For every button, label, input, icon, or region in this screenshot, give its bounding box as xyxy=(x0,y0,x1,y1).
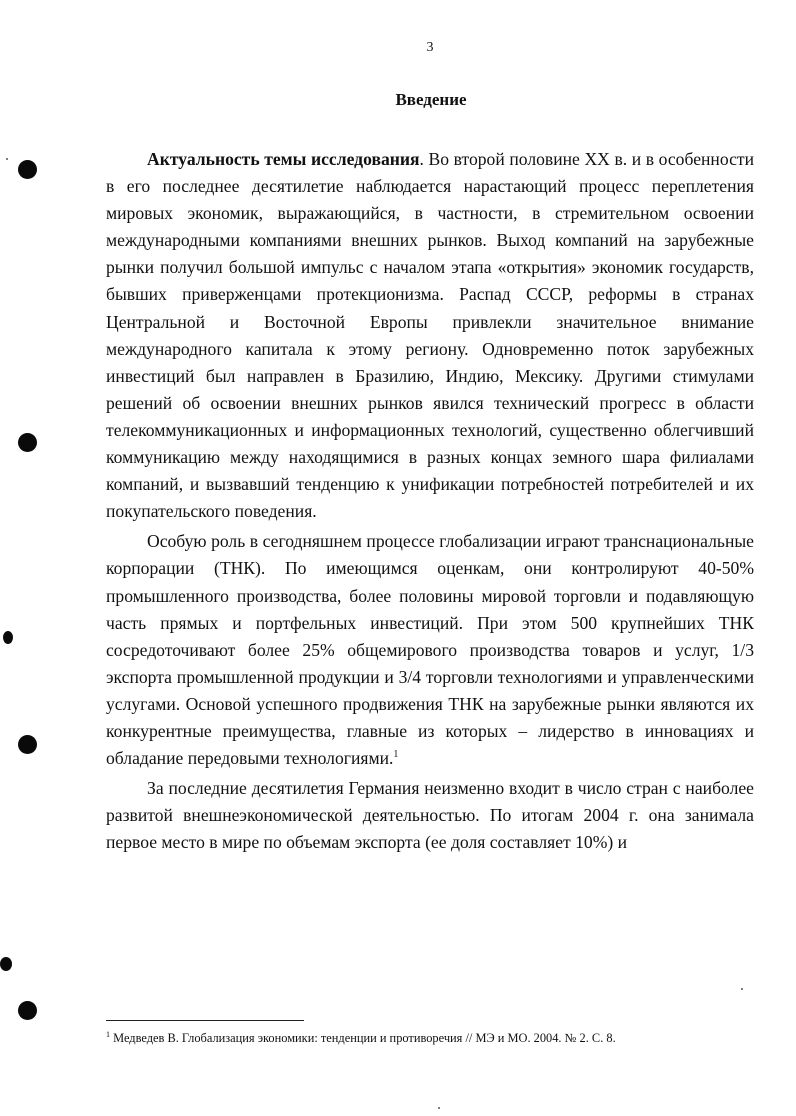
binder-hole xyxy=(3,631,13,644)
binder-hole xyxy=(18,160,37,179)
paragraph xyxy=(106,775,754,856)
binder-hole xyxy=(0,957,12,971)
paragraph-text: . Во второй половине XX в. и в особенности в его последнее десятилетие наблюдается нарастающий процесс переплетения мировых экономик, выражающийся, в частности, в стремительном освоении международными компаниями внешних рынков. Выход компаний на зарубежные рынки получил большой импульс с началом этапа «открытия» экономик государств, бывших приверженцами протекционизма. Распад СССР, реформы в странах Центральной и Восточной Европы привлекли значительное внимание международного капитала к этому региону. Одновременно поток зарубежных инвестиций был направлен в Бразилию, Индию, Мексику. Другими стимулами решений об освоении внешних рынков явился технический прогресс в области телекоммуникационных и информационных технологий, существенно облегчивший коммуникацию между находящимися в разных концах земного шара филиалами компаний, и вызвавший тенденцию к унификации потребностей потребителей и их покупательского поведения. xyxy=(106,149,754,522)
paragraph-lead: Актуальность темы исследования xyxy=(147,149,420,169)
scan-speck xyxy=(438,1107,440,1109)
binder-hole xyxy=(18,433,37,452)
paragraph-text: За последние десятилетия Германия неизменно входит в число стран с наиболее развитой внешнеэкономической деятельностью. По итогам 2004 г. она занимала первое место в мире по объемам экспорта (ее доля составляет 10%) и xyxy=(106,778,754,853)
scan-speck xyxy=(6,158,8,160)
binder-hole xyxy=(18,735,37,754)
footnote-divider xyxy=(106,1020,304,1021)
scan-speck xyxy=(741,988,743,990)
footnote-marker: 1 xyxy=(106,1030,110,1039)
paragraph xyxy=(106,146,754,525)
page-title: Введение xyxy=(395,90,467,109)
page-number: 3 xyxy=(426,40,434,55)
binder-hole xyxy=(18,1001,37,1020)
footnote-reference: 1 xyxy=(393,749,399,761)
footnote xyxy=(106,1027,754,1046)
body-text xyxy=(106,146,754,856)
paragraph-text: Особую роль в сегодняшнем процессе глобализации играют транснациональные корпорации (ТНК). По имеющимся оценкам, они контролируют 40-50% промышленного производства, более половины мировой торговли и подавляющую часть прямых и портфельных инвестиций. При этом 500 крупнейших ТНК сосредоточивают более 25% общемирового производства товаров и услуг, 1/3 экспорта промышленной продукции и 3/4 торговли технологиями и управленческими услугами. Основой успешного продвижения ТНК на зарубежные рынки являются их конкурентные преимущества, главные из которых – лидерство в инновациях и обладание передовыми технологиями. xyxy=(106,531,754,769)
footnote-text: Медведев В. Глобализация экономики: тенденции и противоречия // МЭ и МО. 2004. № 2. С. 8. xyxy=(110,1031,616,1046)
paragraph xyxy=(106,528,754,772)
